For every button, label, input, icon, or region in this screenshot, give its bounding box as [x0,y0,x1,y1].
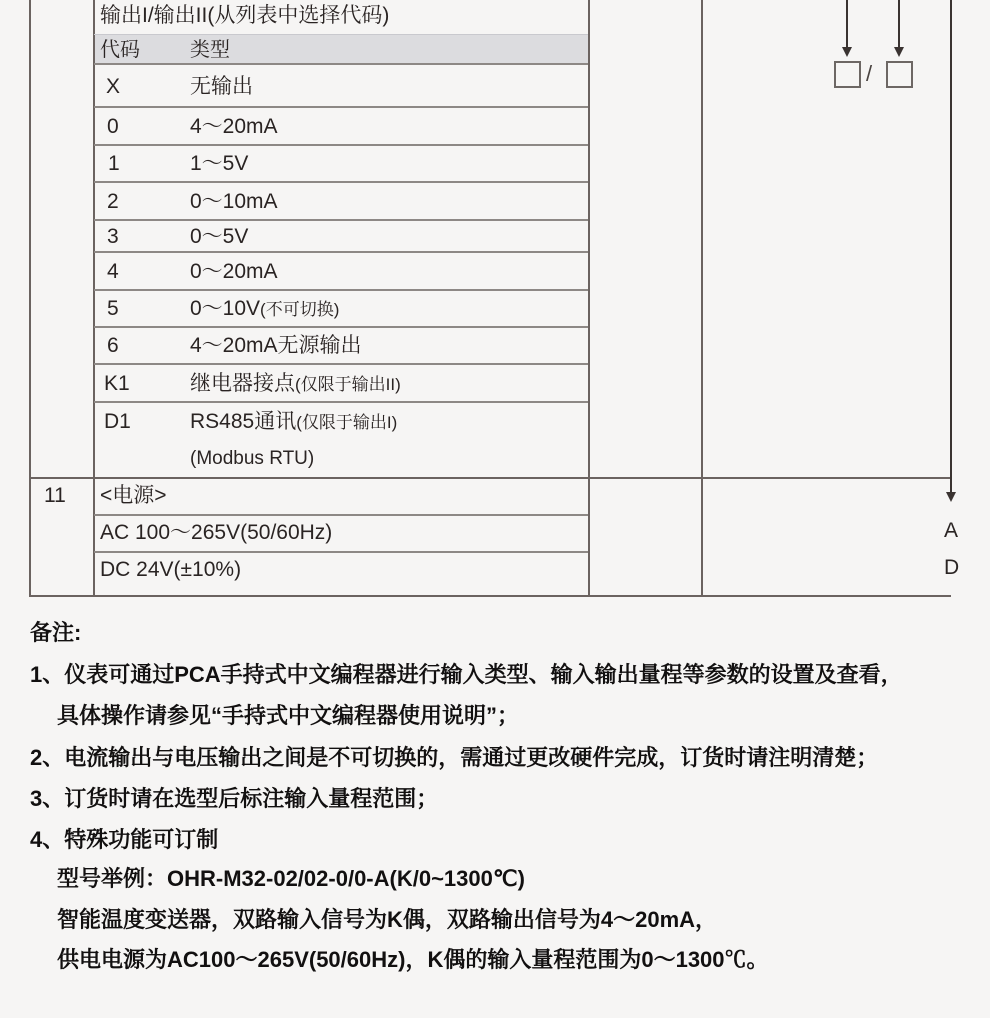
arrow-head-output1-icon [842,47,852,57]
model-example: 型号举例：OHR-M32-02/02-0/0-A(K/0~1300℃) [57,866,525,891]
row-divider [94,144,588,146]
output-section-title: 输出I/输出II(从列表中选择代码) [100,4,390,27]
code-cell: X [106,75,121,98]
arrow-line-power [950,0,952,493]
row11-top-border [29,477,951,479]
row-divider [94,219,588,221]
row-divider [94,181,588,183]
type-cell: 0～5V [190,225,249,248]
column-header-code: 代码 [100,39,140,61]
type-cell: 4～20mA无源输出 [190,334,362,357]
modbus-note: (Modbus RTU) [190,448,315,469]
table-border-itemcol [93,0,95,597]
model-example-line3: 供电电源为AC100～265V(50/60Hz)，K偶的输入量程范围为0～1300℃。 [57,947,769,972]
row-divider [94,63,588,65]
note-item-3: 3、订货时请在选型后标注输入量程范围； [30,786,439,811]
arrow-line-output2 [898,0,900,48]
row-divider [94,551,588,553]
code-cell: 3 [107,225,119,248]
note-item-2: 2、电流输出与电压输出之间是不可切换的，需通过更改硬件完成，订货时请注明清楚； [30,745,879,770]
row-divider [94,363,588,365]
table-border-left [29,0,31,597]
row-divider [94,106,588,108]
code-cell: 1 [108,152,120,175]
type-cell: 无输出 [190,75,253,98]
code-cell: 4 [107,260,119,283]
code-cell: K1 [104,372,130,395]
item-number: 11 [44,484,66,507]
power-section-title: <电源> [100,484,167,507]
type-cell: 0～10mA [190,190,278,213]
type-cell: RS485通讯(仅限于输出I) [190,410,398,433]
model-example-line2: 智能温度变送器，双路输入信号为K偶，双路输出信号为4～20mA， [57,907,718,932]
power-option-ac: AC 100～265V(50/60Hz) [100,521,333,544]
row-divider [94,401,588,403]
type-cell: 0～10V(不可切换) [190,297,340,320]
note-item-1-cont: 具体操作请参见“手持式中文编程器使用说明”； [57,703,520,728]
power-option-dc: DC 24V(±10%) [100,558,242,581]
table-bottom-border [29,595,951,597]
power-code-a: A [944,519,959,542]
code-box-slash: / [866,61,873,86]
type-cell: 0～20mA [190,260,278,283]
type-cell: 继电器接点(仅限于输出II) [190,372,401,395]
note-item-4: 4、特殊功能可订制 [30,827,219,852]
note-item-1: 1、仪表可通过PCA手持式中文编程器进行输入类型、输入输出量程等参数的设置及查看， [30,662,903,687]
type-cell: 4～20mA [190,115,278,138]
code-cell: 2 [107,190,119,213]
power-code-d: D [944,556,960,579]
code-cell: 5 [107,297,119,320]
code-cell: 6 [107,334,119,357]
row-divider [94,514,588,516]
code-cell: D1 [104,410,131,433]
row-divider [94,34,588,35]
table-border-codecol [701,0,703,597]
code-table-header-band [95,35,588,64]
row-divider [94,251,588,253]
table-border-content-right [588,0,590,597]
row-divider [94,326,588,328]
type-cell: 1～5V [190,152,249,175]
arrow-head-power-icon [946,492,956,502]
code-cell: 0 [107,115,119,138]
output2-code-box [886,61,913,88]
column-header-type: 类型 [190,39,230,61]
notes-section [0,600,990,1018]
output1-code-box [834,61,861,88]
row-divider [94,289,588,291]
arrow-head-output2-icon [894,47,904,57]
arrow-line-output1 [846,0,848,48]
notes-heading: 备注: [30,620,82,645]
